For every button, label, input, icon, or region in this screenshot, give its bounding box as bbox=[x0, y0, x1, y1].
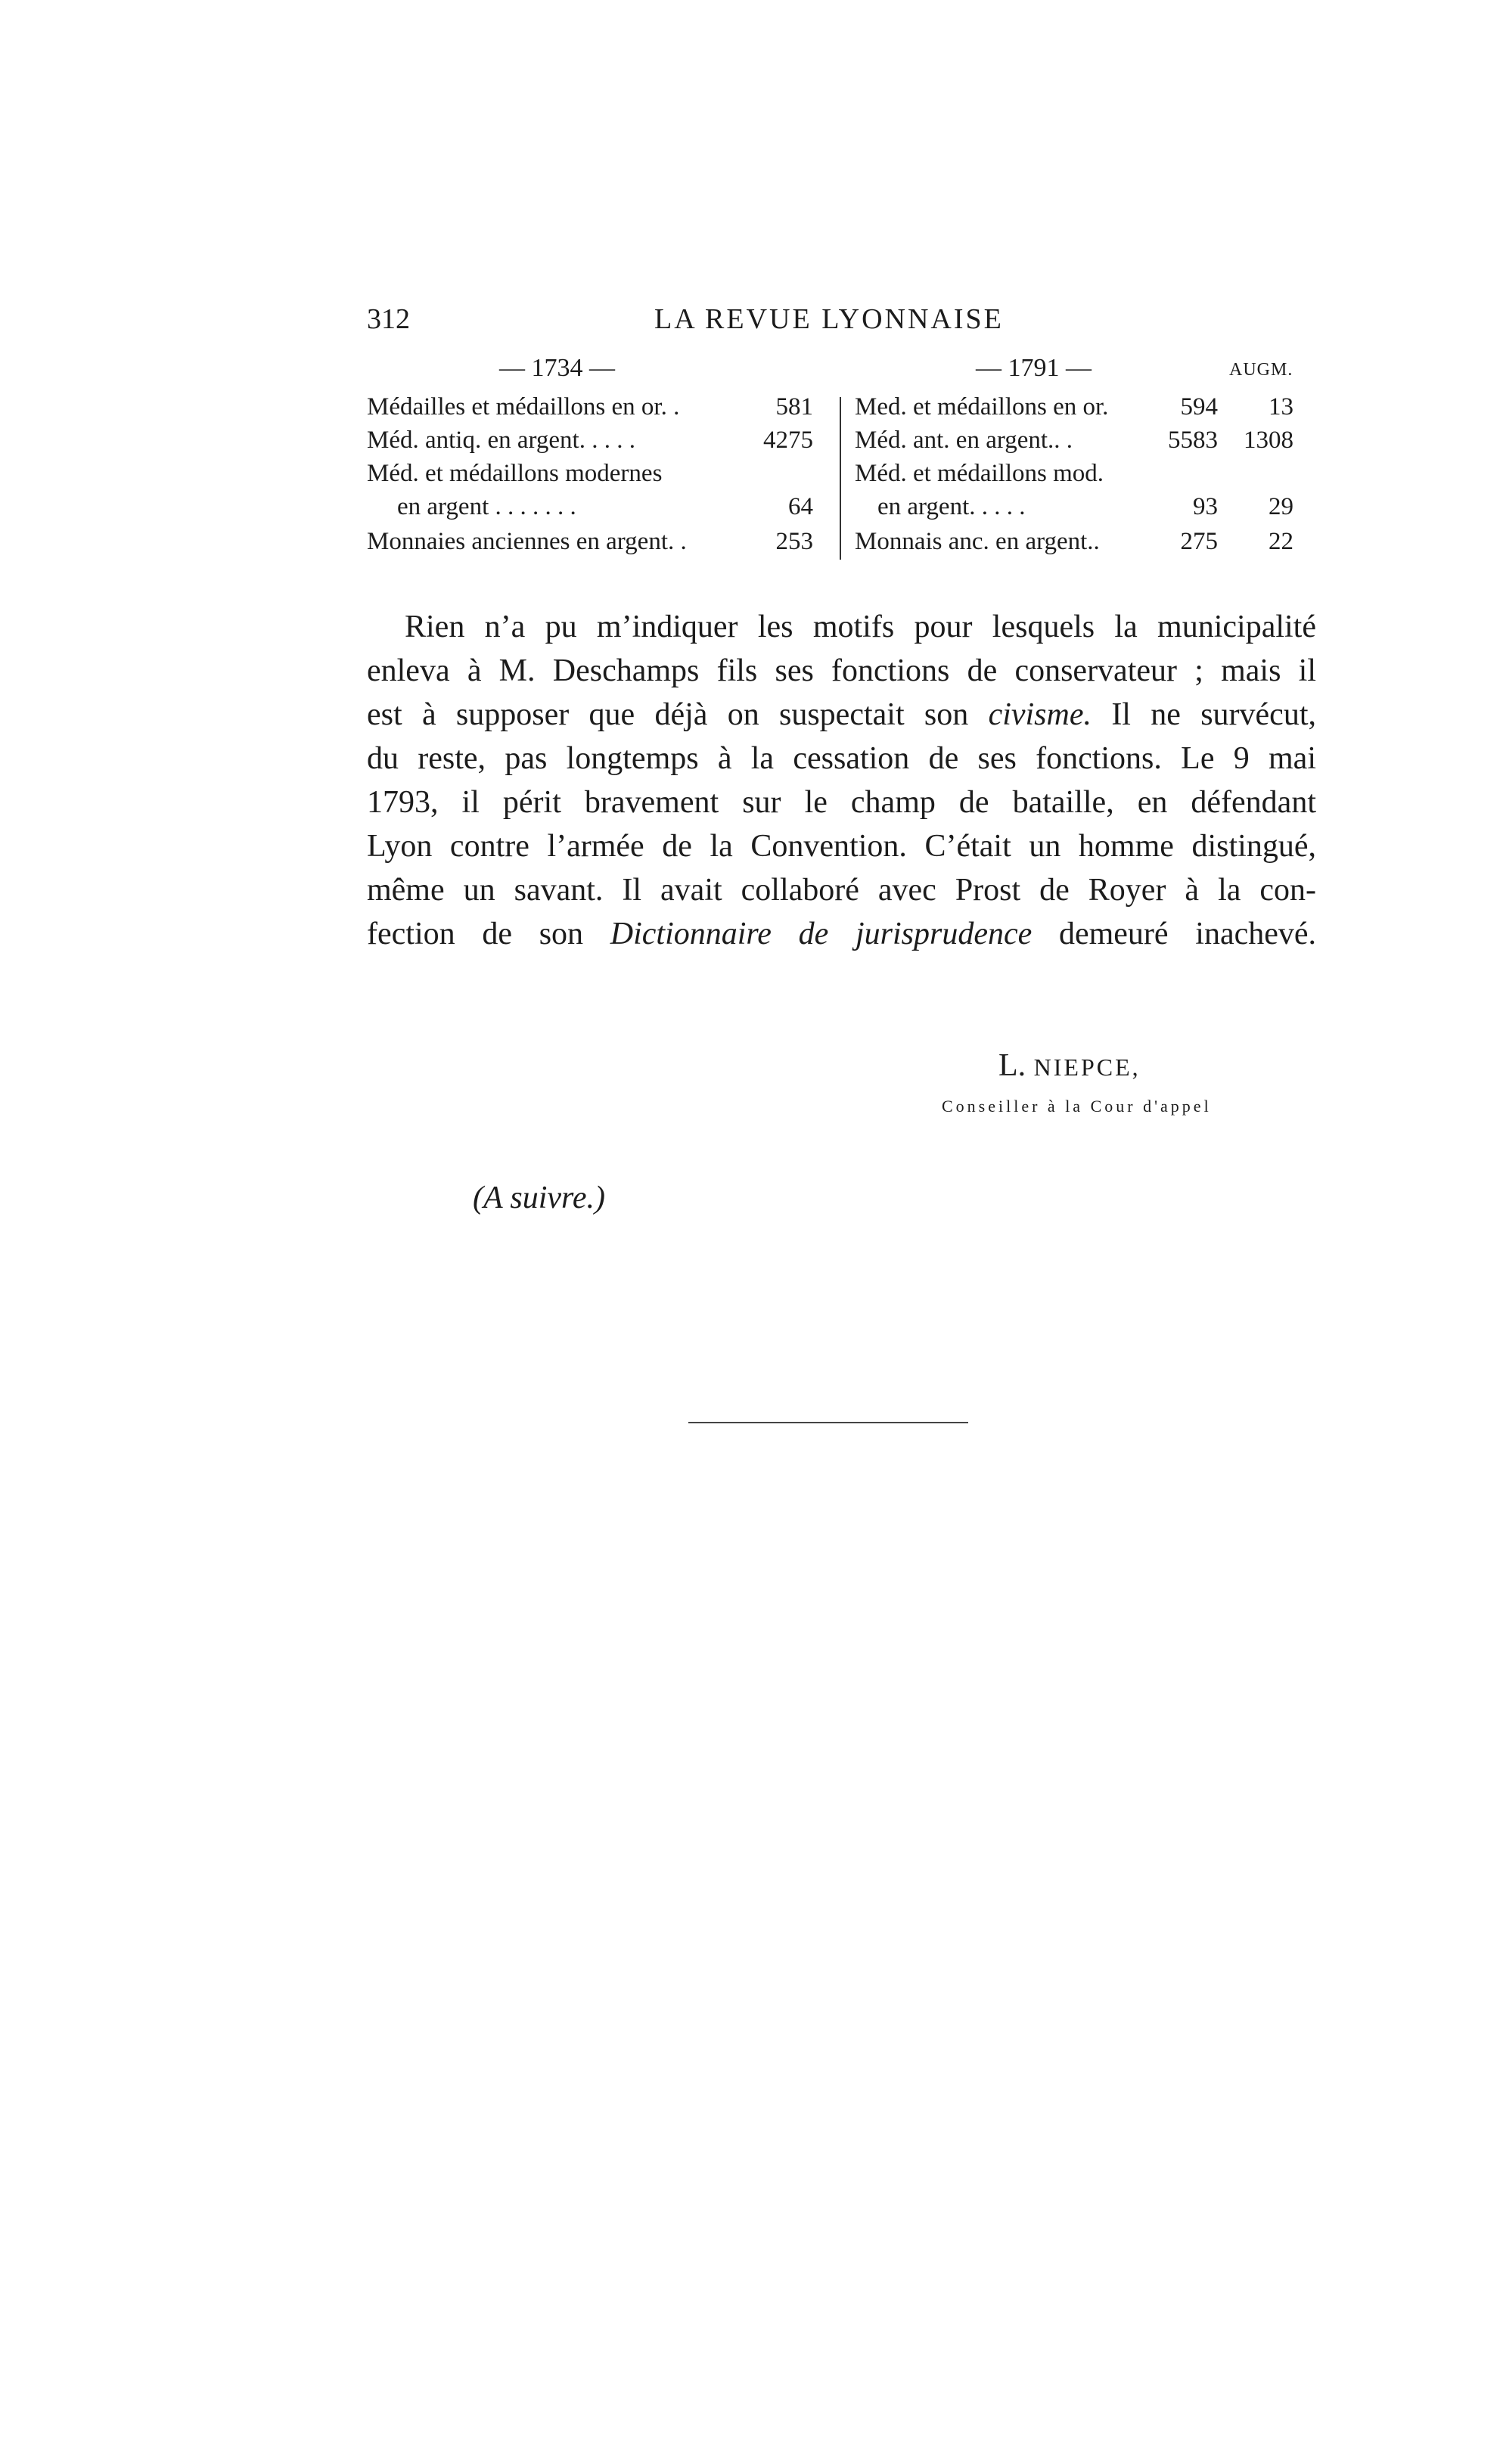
page-number: 312 bbox=[367, 303, 410, 335]
row-value: 594 bbox=[1180, 393, 1218, 420]
row-label: Méd. ant. en argent.. . bbox=[855, 427, 1073, 454]
text-line: enleva à M. Deschamps fils ses fonctions de conservateur ; mais il bbox=[367, 653, 1316, 688]
table-row bbox=[855, 460, 1316, 495]
text-line: Rien n’a pu m’indiquer les motifs pour lesquels la municipalité bbox=[405, 610, 1316, 644]
table-row bbox=[367, 493, 821, 528]
row-label: Méd. et médaillons modernes bbox=[367, 460, 663, 487]
table-row bbox=[855, 528, 1316, 563]
row-value: 5583 bbox=[1168, 427, 1218, 454]
italic-title: Dictionnaire de jurisprudence bbox=[610, 917, 1033, 951]
left-column-heading: — 1734 — bbox=[499, 354, 615, 382]
italic-term: civisme. bbox=[988, 697, 1092, 732]
row-augm: 1308 bbox=[1244, 427, 1293, 454]
author-name: NIEPCE, bbox=[1033, 1054, 1141, 1081]
row-label: Med. et médaillons en or. bbox=[855, 393, 1109, 420]
row-value: 4275 bbox=[763, 427, 813, 454]
row-value: 253 bbox=[775, 528, 813, 555]
row-augm: 29 bbox=[1269, 493, 1293, 520]
row-value: 275 bbox=[1180, 528, 1218, 555]
row-label: en argent . . . . . . . bbox=[397, 493, 576, 520]
augm-heading: AUGM. bbox=[1229, 360, 1293, 380]
text-line: du reste, pas longtemps à la cessation de ses fonctions. Le 9 mai bbox=[367, 741, 1316, 776]
running-title: LA REVUE LYONNAISE bbox=[654, 303, 1004, 335]
row-label: Méd. antiq. en argent. . . . . bbox=[367, 427, 635, 454]
text-line: 1793, il périt bravement sur le champ de bataille, en défendant bbox=[367, 785, 1316, 820]
table-row bbox=[855, 393, 1316, 428]
row-value: 64 bbox=[788, 493, 813, 520]
table-row bbox=[367, 460, 821, 495]
row-label: Monnais anc. en argent.. bbox=[855, 528, 1100, 555]
table-row bbox=[367, 427, 821, 461]
row-augm: 22 bbox=[1269, 528, 1293, 555]
text-line: même un savant. Il avait collaboré avec Prost de Royer à la con- bbox=[367, 873, 1316, 908]
table-row bbox=[367, 528, 821, 563]
row-label: en argent. . . . . bbox=[877, 493, 1026, 520]
continuation-note: (A suivre.) bbox=[473, 1181, 605, 1215]
column-divider bbox=[840, 397, 841, 560]
author-title: Conseiller à la Cour d'appel bbox=[942, 1097, 1212, 1116]
right-column-heading: — 1791 — bbox=[976, 354, 1092, 382]
text-segment: demeuré inachevé. bbox=[1058, 917, 1317, 951]
row-label: Méd. et médaillons mod. bbox=[855, 460, 1104, 487]
table-row bbox=[367, 393, 821, 428]
author-signature bbox=[998, 1047, 1141, 1084]
text-line bbox=[367, 697, 1316, 740]
row-label: Médailles et médaillons en or. . bbox=[367, 393, 680, 420]
text-line bbox=[367, 916, 1316, 960]
end-rule bbox=[688, 1422, 968, 1423]
row-label: Monnaies anciennes en argent. . bbox=[367, 528, 687, 555]
row-value: 93 bbox=[1193, 493, 1218, 520]
running-header bbox=[367, 303, 1316, 340]
author-initial: L. bbox=[998, 1048, 1026, 1083]
row-augm: 13 bbox=[1269, 393, 1293, 420]
text-segment: fection de son bbox=[367, 917, 584, 951]
table-row bbox=[855, 427, 1316, 461]
text-line: Lyon contre l’armée de la Convention. C’était un homme distingué, bbox=[367, 829, 1316, 864]
table-row bbox=[855, 493, 1316, 528]
row-value: 581 bbox=[775, 393, 813, 420]
text-segment: Il ne survécut, bbox=[1111, 697, 1316, 732]
text-segment: est à supposer que déjà on suspectait son bbox=[367, 697, 969, 732]
